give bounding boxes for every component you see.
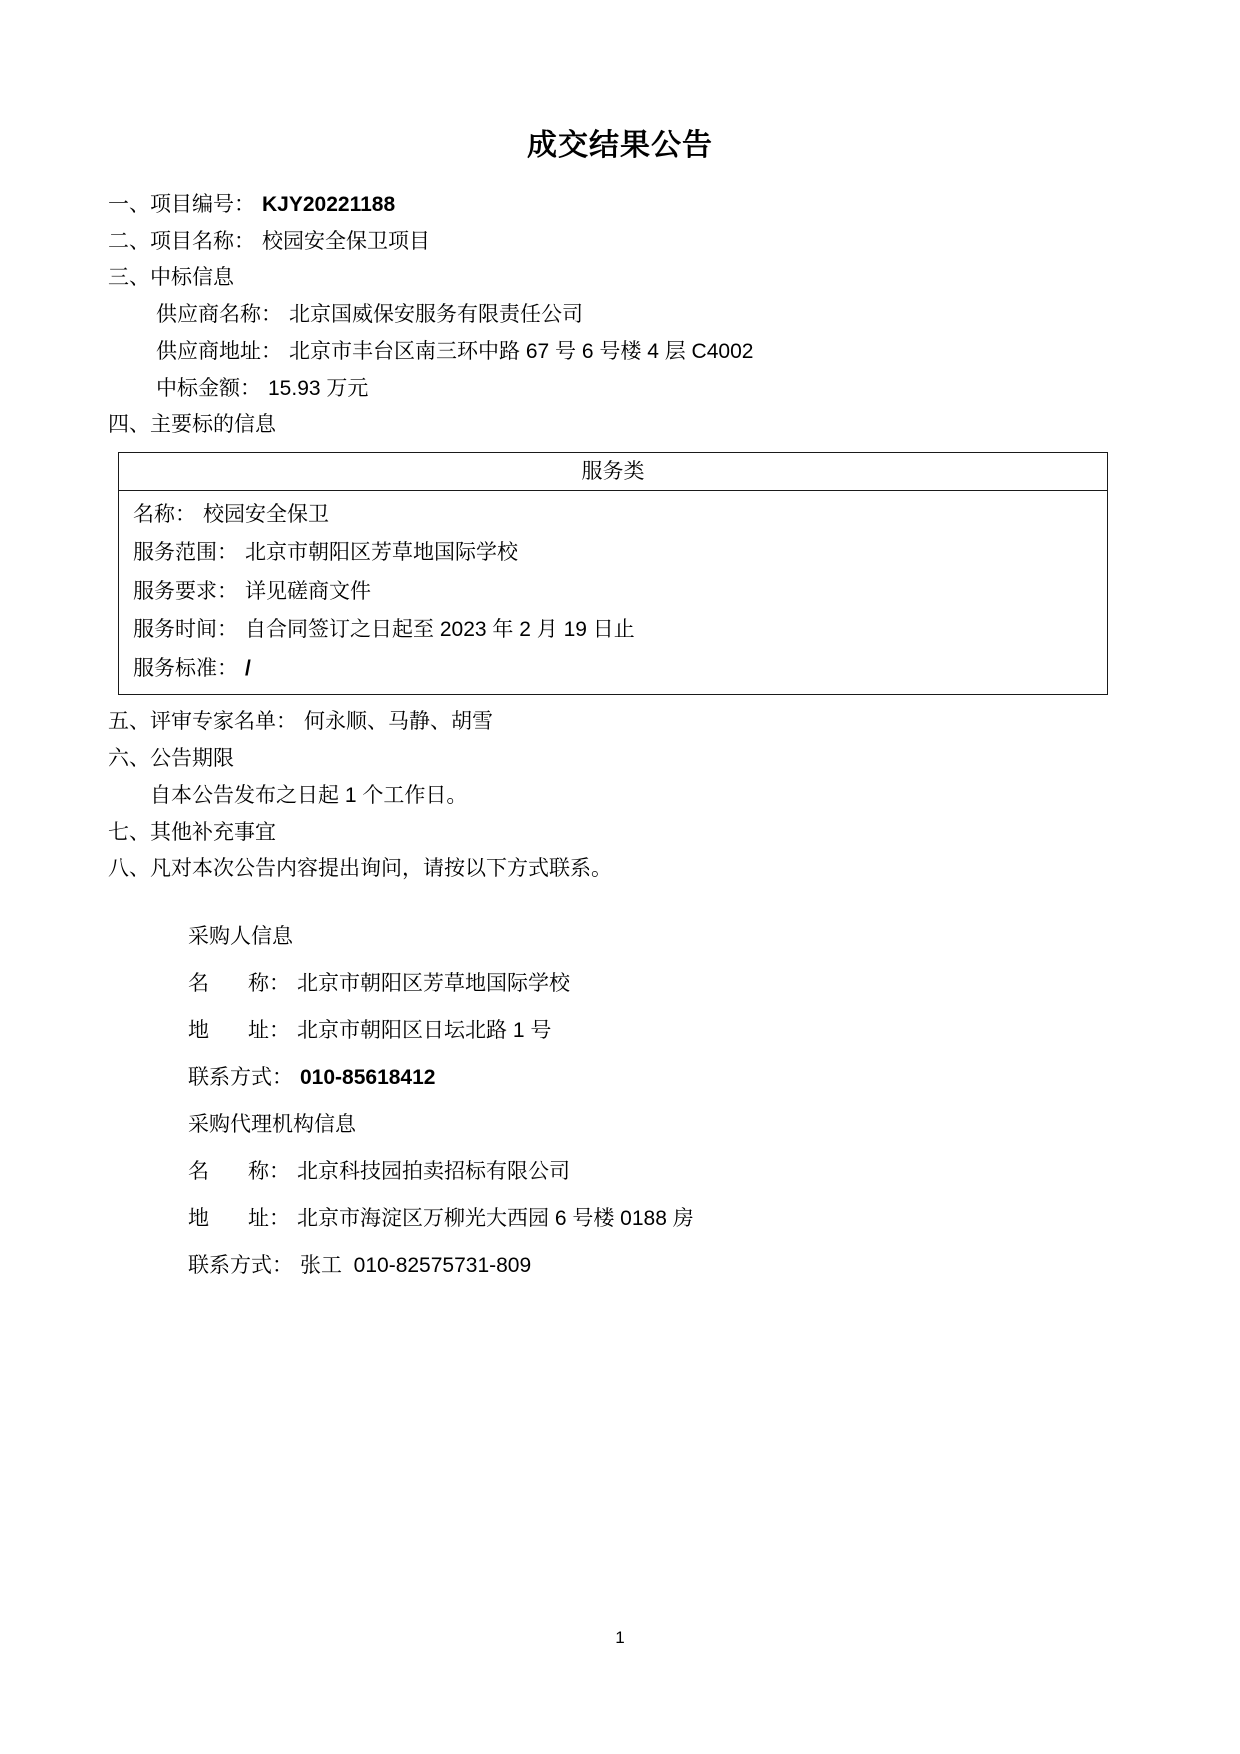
- row-standard-value: /: [245, 656, 251, 680]
- row-standard-label: 服务标准：: [133, 656, 238, 680]
- table-row-time: [133, 611, 1093, 650]
- item-announcement-period-heading: 六、公告期限: [108, 747, 234, 771]
- agency-address-line: [188, 1195, 1132, 1242]
- purchaser-name-value: 北京市朝阳区芳草地国际学校: [297, 971, 570, 995]
- agency-contact-value: 张工 010-82575731-809: [300, 1253, 532, 1277]
- supplier-address-line: [108, 334, 1132, 371]
- purchaser-name-line: [188, 960, 1132, 1007]
- item-project-name: [108, 224, 1132, 261]
- table-row-standard: [133, 650, 1093, 689]
- contact-section: [108, 913, 1132, 1289]
- agency-heading: 采购代理机构信息: [188, 1112, 356, 1136]
- purchaser-contact-label: 联系方式：: [188, 1065, 293, 1089]
- service-table-body: [119, 491, 1107, 695]
- bid-amount-label: 中标金额：: [156, 376, 261, 400]
- page-number: 1: [615, 1628, 625, 1647]
- purchaser-address-line: [188, 1007, 1132, 1054]
- experts-value: 何永顺、马静、胡雪: [304, 710, 493, 734]
- bid-amount-value: 15.93 万元: [268, 376, 369, 400]
- item-project-name-label: 二、项目名称：: [108, 229, 255, 253]
- item-main-subject-heading: 四、主要标的信息: [108, 413, 276, 437]
- row-scope-label: 服务范围：: [133, 541, 238, 565]
- purchaser-contact-value: 010-85618412: [300, 1065, 436, 1089]
- agency-contact-label: 联系方式：: [188, 1253, 293, 1277]
- row-requirement-value: 详见磋商文件: [245, 579, 371, 603]
- item-experts-line: [108, 704, 1132, 741]
- item-inquiry-heading: 八、凡对本次公告内容提出询问，请按以下方式联系。: [108, 857, 612, 881]
- announcement-period-note: 自本公告发布之日起 1 个工作日。: [150, 783, 468, 807]
- item-other-matters-heading: 七、其他补充事宜: [108, 820, 276, 844]
- service-table-header: 服务类: [119, 453, 1107, 491]
- item-award-info-heading: 三、中标信息: [108, 266, 234, 290]
- item-project-number-label: 一、项目编号：: [108, 193, 255, 216]
- agency-address-label: 地 址：: [188, 1206, 290, 1230]
- row-time-value: 自合同签订之日起至 2023 年 2 月 19 日止: [245, 618, 635, 642]
- supplier-name-line: [108, 297, 1132, 334]
- agency-contact-line: [188, 1242, 1132, 1289]
- agency-name-value: 北京科技园拍卖招标有限公司: [297, 1159, 570, 1183]
- post-table-section: [108, 704, 1132, 888]
- purchaser-address-value: 北京市朝阳区日坛北路 1 号: [297, 1018, 552, 1042]
- purchaser-address-label: 地 址：: [188, 1018, 290, 1042]
- purchaser-contact-line: [188, 1054, 1132, 1101]
- table-row-scope: [133, 534, 1093, 573]
- row-name-label: 名称：: [133, 502, 196, 526]
- agency-name-label: 名 称：: [188, 1159, 290, 1183]
- row-scope-value: 北京市朝阳区芳草地国际学校: [245, 541, 518, 565]
- purchaser-name-label: 名 称：: [188, 971, 290, 995]
- supplier-name-value: 北京国威保安服务有限责任公司: [289, 303, 583, 327]
- row-name-value: 校园安全保卫: [203, 502, 329, 526]
- page-title: 成交结果公告: [527, 129, 713, 162]
- bid-amount-line: [108, 371, 1132, 408]
- service-info-table: [118, 452, 1108, 696]
- supplier-address-value: 北京市丰台区南三环中路 67 号 6 号楼 4 层 C4002: [289, 339, 754, 363]
- row-requirement-label: 服务要求：: [133, 579, 238, 603]
- item-project-number: [108, 187, 1132, 224]
- project-name-value: 校园安全保卫项目: [262, 229, 430, 253]
- supplier-address-label: 供应商地址：: [156, 339, 282, 363]
- supplier-name-label: 供应商名称：: [156, 303, 282, 327]
- purchaser-heading: 采购人信息: [188, 924, 293, 948]
- agency-address-value: 北京市海淀区万柳光大西园 6 号楼 0188 房: [297, 1206, 694, 1230]
- table-row-name: [133, 496, 1093, 535]
- row-time-label: 服务时间：: [133, 618, 238, 642]
- table-row-requirement: [133, 573, 1093, 612]
- experts-label: 五、评审专家名单：: [108, 710, 297, 734]
- agency-name-line: [188, 1148, 1132, 1195]
- project-number-value: KJY20221188: [262, 193, 396, 216]
